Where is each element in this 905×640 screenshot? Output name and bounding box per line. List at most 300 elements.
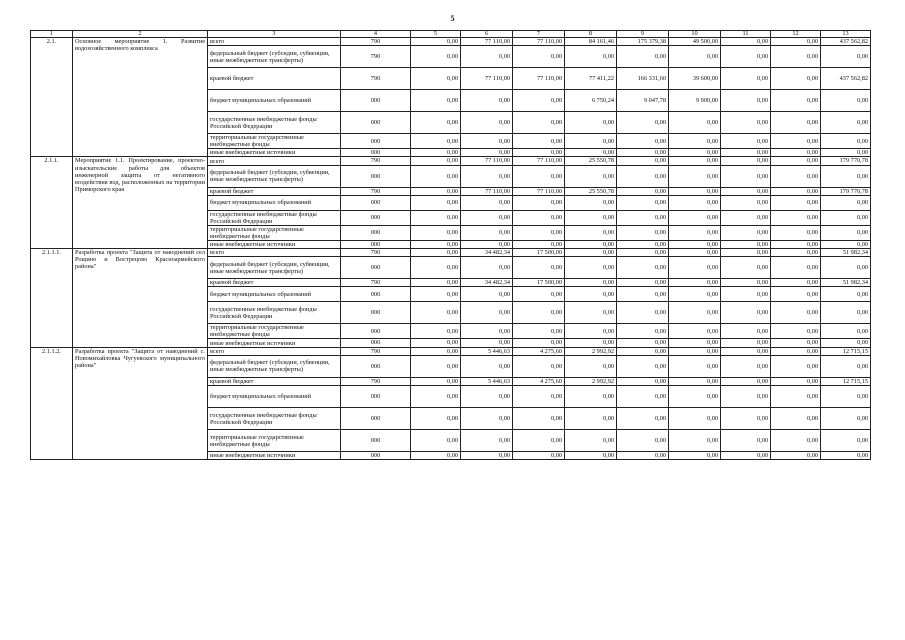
amount-cell: 0,00 — [461, 302, 513, 324]
amount-cell: 0,00 — [771, 287, 821, 302]
page-number: 5 — [450, 14, 455, 23]
budget-code: 790 — [341, 377, 411, 385]
amount-cell: 77 110,00 — [513, 68, 565, 90]
budget-code: 000 — [341, 452, 411, 460]
amount-cell: 0,00 — [617, 257, 669, 279]
amount-cell: 34 482,34 — [461, 249, 513, 257]
amount-cell: 0,00 — [411, 149, 461, 157]
funding-source: иные внебюджетные источники — [208, 452, 341, 460]
funding-source: территориальные государственные внебюджетные фонды — [208, 225, 341, 240]
amount-cell: 0,00 — [721, 430, 771, 452]
amount-cell: 0,00 — [771, 257, 821, 279]
amount-cell: 179 770,78 — [821, 187, 871, 195]
amount-cell: 25 550,78 — [565, 157, 617, 165]
budget-code: 000 — [341, 339, 411, 347]
funding-source: государственные внебюджетные фонды Российской Федерации — [208, 302, 341, 324]
amount-cell: 0,00 — [461, 112, 513, 134]
amount-cell: 0,00 — [411, 408, 461, 430]
amount-cell: 0,00 — [669, 46, 721, 68]
amount-cell: 0,00 — [771, 38, 821, 46]
funding-source: территориальные государственные внебюджетные фонды — [208, 134, 341, 149]
budget-code: 000 — [341, 210, 411, 225]
amount-cell: 0,00 — [617, 195, 669, 210]
amount-cell: 0,00 — [721, 225, 771, 240]
amount-cell: 0,00 — [411, 430, 461, 452]
amount-cell: 0,00 — [821, 408, 871, 430]
amount-cell: 0,00 — [821, 339, 871, 347]
amount-cell: 0,00 — [771, 377, 821, 385]
funding-source: территориальные государственные внебюджетные фонды — [208, 324, 341, 339]
column-number-4: 4 — [341, 31, 411, 38]
table-body — [31, 31, 871, 460]
amount-cell: 0,00 — [771, 157, 821, 165]
amount-cell: 0,00 — [669, 408, 721, 430]
amount-cell: 0,00 — [565, 430, 617, 452]
table-row — [31, 347, 871, 355]
amount-cell: 0,00 — [721, 187, 771, 195]
funding-source: государственные внебюджетные фонды Российской Федерации — [208, 408, 341, 430]
amount-cell: 0,00 — [617, 279, 669, 287]
column-number-12: 12 — [771, 31, 821, 38]
amount-cell: 9 900,00 — [669, 90, 721, 112]
amount-cell: 0,00 — [411, 257, 461, 279]
table-row — [31, 157, 871, 165]
amount-cell: 5 446,63 — [461, 347, 513, 355]
amount-cell: 0,00 — [411, 90, 461, 112]
amount-cell: 0,00 — [771, 134, 821, 149]
amount-cell: 0,00 — [721, 302, 771, 324]
amount-cell: 0,00 — [771, 339, 821, 347]
amount-cell: 0,00 — [669, 240, 721, 248]
amount-cell: 0,00 — [771, 149, 821, 157]
amount-cell: 0,00 — [721, 38, 771, 46]
amount-cell: 0,00 — [771, 452, 821, 460]
budget-code: 000 — [341, 149, 411, 157]
amount-cell: 179 770,78 — [821, 157, 871, 165]
budget-code: 790 — [341, 187, 411, 195]
amount-cell: 0,00 — [721, 240, 771, 248]
amount-cell: 0,00 — [721, 68, 771, 90]
amount-cell: 0,00 — [411, 210, 461, 225]
amount-cell: 77 411,22 — [565, 68, 617, 90]
amount-cell: 77 110,00 — [513, 157, 565, 165]
funding-source: государственные внебюджетные фонды Российской Федерации — [208, 210, 341, 225]
amount-cell: 0,00 — [411, 225, 461, 240]
amount-cell: 0,00 — [411, 386, 461, 408]
amount-cell: 0,00 — [461, 408, 513, 430]
amount-cell: 2 992,92 — [565, 377, 617, 385]
amount-cell: 12 715,15 — [821, 377, 871, 385]
amount-cell: 12 715,15 — [821, 347, 871, 355]
funding-source: федеральный бюджет (субсидии, субвенции, иные межбюджетные трансферты) — [208, 257, 341, 279]
amount-cell: 0,00 — [565, 240, 617, 248]
amount-cell: 77 110,00 — [513, 38, 565, 46]
amount-cell: 0,00 — [821, 240, 871, 248]
amount-cell: 9 047,78 — [617, 90, 669, 112]
amount-cell: 84 161,46 — [565, 38, 617, 46]
amount-cell: 0,00 — [669, 377, 721, 385]
amount-cell: 0,00 — [821, 430, 871, 452]
amount-cell: 0,00 — [513, 287, 565, 302]
column-number-2: 2 — [73, 31, 208, 38]
amount-cell: 0,00 — [821, 287, 871, 302]
amount-cell: 0,00 — [669, 355, 721, 377]
amount-cell: 0,00 — [565, 408, 617, 430]
budget-code: 000 — [341, 195, 411, 210]
amount-cell: 6 750,24 — [565, 90, 617, 112]
budget-code: 790 — [341, 68, 411, 90]
amount-cell: 0,00 — [771, 240, 821, 248]
amount-cell: 0,00 — [821, 302, 871, 324]
item-index: 2.1.1.2. — [31, 347, 73, 460]
amount-cell: 39 600,00 — [669, 68, 721, 90]
amount-cell: 0,00 — [411, 157, 461, 165]
amount-cell: 0,00 — [411, 279, 461, 287]
amount-cell: 0,00 — [669, 257, 721, 279]
amount-cell: 0,00 — [411, 452, 461, 460]
budget-code: 000 — [341, 134, 411, 149]
column-number-8: 8 — [565, 31, 617, 38]
amount-cell: 0,00 — [669, 279, 721, 287]
column-number-7: 7 — [513, 31, 565, 38]
amount-cell: 0,00 — [771, 210, 821, 225]
amount-cell: 0,00 — [461, 240, 513, 248]
amount-cell: 0,00 — [565, 386, 617, 408]
amount-cell: 0,00 — [669, 452, 721, 460]
amount-cell: 0,00 — [513, 355, 565, 377]
amount-cell: 0,00 — [565, 210, 617, 225]
amount-cell: 0,00 — [565, 134, 617, 149]
budget-code: 000 — [341, 355, 411, 377]
amount-cell: 0,00 — [617, 324, 669, 339]
amount-cell: 0,00 — [513, 149, 565, 157]
item-title: Разработка проекта "Защита от наводнений с. Новомихайловка Чугуевского муниципального района" — [73, 347, 208, 460]
amount-cell: 0,00 — [669, 225, 721, 240]
budget-code: 000 — [341, 386, 411, 408]
amount-cell: 437 562,82 — [821, 38, 871, 46]
amount-cell: 0,00 — [617, 112, 669, 134]
budget-code: 790 — [341, 249, 411, 257]
funding-source: всего — [208, 249, 341, 257]
amount-cell: 0,00 — [821, 355, 871, 377]
amount-cell: 0,00 — [821, 134, 871, 149]
table-row — [31, 249, 871, 257]
funding-source: федеральный бюджет (субсидии, субвенции, иные межбюджетные трансферты) — [208, 355, 341, 377]
amount-cell: 0,00 — [565, 225, 617, 240]
amount-cell: 0,00 — [513, 165, 565, 187]
amount-cell: 0,00 — [821, 210, 871, 225]
column-number-1: 1 — [31, 31, 73, 38]
amount-cell: 0,00 — [565, 339, 617, 347]
amount-cell: 0,00 — [565, 46, 617, 68]
amount-cell: 0,00 — [513, 112, 565, 134]
budget-code: 000 — [341, 240, 411, 248]
amount-cell: 0,00 — [617, 157, 669, 165]
amount-cell: 0,00 — [411, 165, 461, 187]
amount-cell: 0,00 — [721, 386, 771, 408]
amount-cell: 0,00 — [565, 279, 617, 287]
amount-cell: 0,00 — [411, 68, 461, 90]
amount-cell: 0,00 — [411, 377, 461, 385]
amount-cell: 0,00 — [411, 302, 461, 324]
column-number-3: 3 — [208, 31, 341, 38]
budget-code: 790 — [341, 38, 411, 46]
amount-cell: 0,00 — [617, 430, 669, 452]
amount-cell: 0,00 — [721, 90, 771, 112]
budget-code: 000 — [341, 165, 411, 187]
funding-source: краевой бюджет — [208, 68, 341, 90]
amount-cell: 0,00 — [461, 287, 513, 302]
amount-cell: 4 275,60 — [513, 347, 565, 355]
amount-cell: 51 982,34 — [821, 249, 871, 257]
amount-cell: 0,00 — [617, 386, 669, 408]
amount-cell: 0,00 — [617, 149, 669, 157]
amount-cell: 0,00 — [617, 240, 669, 248]
amount-cell: 0,00 — [565, 257, 617, 279]
budget-code: 000 — [341, 430, 411, 452]
amount-cell: 0,00 — [411, 240, 461, 248]
amount-cell: 0,00 — [513, 386, 565, 408]
amount-cell: 0,00 — [771, 46, 821, 68]
funding-source: бюджет муниципальных образований — [208, 195, 341, 210]
amount-cell: 0,00 — [771, 324, 821, 339]
funding-source: бюджет муниципальных образований — [208, 386, 341, 408]
amount-cell: 0,00 — [821, 452, 871, 460]
amount-cell: 49 500,00 — [669, 38, 721, 46]
amount-cell: 0,00 — [721, 195, 771, 210]
amount-cell: 0,00 — [461, 225, 513, 240]
amount-cell: 0,00 — [669, 134, 721, 149]
amount-cell: 0,00 — [513, 302, 565, 324]
amount-cell: 0,00 — [461, 324, 513, 339]
amount-cell: 0,00 — [617, 134, 669, 149]
budget-code: 000 — [341, 90, 411, 112]
amount-cell: 0,00 — [771, 408, 821, 430]
amount-cell: 0,00 — [771, 347, 821, 355]
amount-cell: 0,00 — [411, 187, 461, 195]
column-number-13: 13 — [821, 31, 871, 38]
amount-cell: 17 500,00 — [513, 279, 565, 287]
amount-cell: 0,00 — [669, 347, 721, 355]
amount-cell: 0,00 — [721, 46, 771, 68]
funding-source: всего — [208, 157, 341, 165]
amount-cell: 0,00 — [771, 225, 821, 240]
table-row — [31, 38, 871, 46]
funding-source: краевой бюджет — [208, 187, 341, 195]
amount-cell: 0,00 — [513, 134, 565, 149]
amount-cell: 0,00 — [513, 46, 565, 68]
amount-cell: 0,00 — [617, 377, 669, 385]
amount-cell: 25 550,78 — [565, 187, 617, 195]
column-number-6: 6 — [461, 31, 513, 38]
amount-cell: 0,00 — [771, 249, 821, 257]
amount-cell: 0,00 — [513, 324, 565, 339]
amount-cell: 0,00 — [617, 408, 669, 430]
amount-cell: 0,00 — [721, 339, 771, 347]
funding-source: краевой бюджет — [208, 279, 341, 287]
amount-cell: 0,00 — [411, 347, 461, 355]
funding-source: всего — [208, 347, 341, 355]
amount-cell: 0,00 — [617, 210, 669, 225]
amount-cell: 0,00 — [669, 210, 721, 225]
amount-cell: 0,00 — [411, 339, 461, 347]
budget-code: 000 — [341, 302, 411, 324]
amount-cell: 0,00 — [617, 355, 669, 377]
amount-cell: 0,00 — [565, 355, 617, 377]
item-index: 2.1.1.1. — [31, 249, 73, 348]
amount-cell: 0,00 — [461, 452, 513, 460]
column-number-9: 9 — [617, 31, 669, 38]
budget-table — [30, 30, 871, 460]
funding-source: бюджет муниципальных образований — [208, 287, 341, 302]
amount-cell: 0,00 — [461, 134, 513, 149]
amount-cell: 0,00 — [721, 165, 771, 187]
budget-code: 790 — [341, 157, 411, 165]
amount-cell: 0,00 — [721, 134, 771, 149]
amount-cell: 0,00 — [821, 225, 871, 240]
amount-cell: 0,00 — [821, 112, 871, 134]
amount-cell: 0,00 — [565, 112, 617, 134]
amount-cell: 0,00 — [821, 90, 871, 112]
amount-cell: 0,00 — [565, 249, 617, 257]
amount-cell: 0,00 — [669, 112, 721, 134]
amount-cell: 4 275,60 — [513, 377, 565, 385]
amount-cell: 437 562,82 — [821, 68, 871, 90]
amount-cell: 0,00 — [771, 430, 821, 452]
amount-cell: 0,00 — [461, 46, 513, 68]
amount-cell: 0,00 — [669, 430, 721, 452]
amount-cell: 0,00 — [513, 195, 565, 210]
amount-cell: 0,00 — [565, 195, 617, 210]
amount-cell: 0,00 — [461, 355, 513, 377]
amount-cell: 175 379,38 — [617, 38, 669, 46]
funding-source: всего — [208, 38, 341, 46]
amount-cell: 77 110,00 — [513, 187, 565, 195]
amount-cell: 0,00 — [669, 149, 721, 157]
amount-cell: 0,00 — [411, 287, 461, 302]
amount-cell: 0,00 — [669, 157, 721, 165]
amount-cell: 0,00 — [721, 347, 771, 355]
funding-source: федеральный бюджет (субсидии, субвенции, иные межбюджетные трансферты) — [208, 46, 341, 68]
amount-cell: 0,00 — [411, 134, 461, 149]
funding-source: федеральный бюджет (субсидии, субвенции, иные межбюджетные трансферты) — [208, 165, 341, 187]
amount-cell: 5 446,63 — [461, 377, 513, 385]
amount-cell: 0,00 — [565, 302, 617, 324]
amount-cell: 0,00 — [411, 249, 461, 257]
amount-cell: 0,00 — [513, 257, 565, 279]
budget-code: 000 — [341, 225, 411, 240]
amount-cell: 0,00 — [411, 38, 461, 46]
amount-cell: 0,00 — [617, 46, 669, 68]
column-number-11: 11 — [721, 31, 771, 38]
amount-cell: 0,00 — [617, 339, 669, 347]
amount-cell: 0,00 — [721, 112, 771, 134]
funding-source: краевой бюджет — [208, 377, 341, 385]
amount-cell: 0,00 — [721, 149, 771, 157]
amount-cell: 0,00 — [771, 302, 821, 324]
amount-cell: 77 110,00 — [461, 68, 513, 90]
amount-cell: 0,00 — [721, 355, 771, 377]
amount-cell: 0,00 — [461, 210, 513, 225]
amount-cell: 0,00 — [821, 149, 871, 157]
amount-cell: 0,00 — [513, 240, 565, 248]
funding-source: иные внебюджетные источники — [208, 339, 341, 347]
amount-cell: 0,00 — [617, 165, 669, 187]
amount-cell: 0,00 — [565, 287, 617, 302]
item-index: 2.1.1. — [31, 157, 73, 249]
budget-code: 790 — [341, 347, 411, 355]
amount-cell: 0,00 — [821, 386, 871, 408]
budget-code: 000 — [341, 287, 411, 302]
amount-cell: 17 500,00 — [513, 249, 565, 257]
amount-cell: 0,00 — [513, 210, 565, 225]
amount-cell: 0,00 — [821, 46, 871, 68]
amount-cell: 0,00 — [821, 257, 871, 279]
amount-cell: 0,00 — [461, 165, 513, 187]
amount-cell: 0,00 — [411, 195, 461, 210]
funding-source: иные внебюджетные источники — [208, 149, 341, 157]
amount-cell: 0,00 — [821, 195, 871, 210]
amount-cell: 0,00 — [771, 187, 821, 195]
amount-cell: 77 110,00 — [461, 157, 513, 165]
amount-cell: 0,00 — [721, 210, 771, 225]
amount-cell: 77 110,00 — [461, 38, 513, 46]
amount-cell: 0,00 — [617, 187, 669, 195]
amount-cell: 0,00 — [669, 324, 721, 339]
amount-cell: 0,00 — [617, 347, 669, 355]
funding-source: бюджет муниципальных образований — [208, 90, 341, 112]
amount-cell: 166 331,60 — [617, 68, 669, 90]
funding-source: территориальные государственные внебюджетные фонды — [208, 430, 341, 452]
amount-cell: 0,00 — [461, 257, 513, 279]
amount-cell: 0,00 — [771, 68, 821, 90]
budget-code: 000 — [341, 324, 411, 339]
amount-cell: 0,00 — [721, 287, 771, 302]
amount-cell: 0,00 — [617, 452, 669, 460]
amount-cell: 0,00 — [565, 149, 617, 157]
amount-cell: 0,00 — [771, 165, 821, 187]
amount-cell: 0,00 — [669, 287, 721, 302]
amount-cell: 0,00 — [461, 430, 513, 452]
amount-cell: 0,00 — [771, 386, 821, 408]
amount-cell: 0,00 — [461, 386, 513, 408]
amount-cell: 0,00 — [721, 279, 771, 287]
amount-cell: 0,00 — [565, 324, 617, 339]
funding-source: государственные внебюджетные фонды Российской Федерации — [208, 112, 341, 134]
amount-cell: 0,00 — [411, 46, 461, 68]
budget-code: 790 — [341, 279, 411, 287]
amount-cell: 0,00 — [721, 249, 771, 257]
amount-cell: 0,00 — [565, 165, 617, 187]
amount-cell: 0,00 — [771, 279, 821, 287]
amount-cell: 0,00 — [411, 112, 461, 134]
amount-cell: 0,00 — [411, 355, 461, 377]
column-number-10: 10 — [669, 31, 721, 38]
amount-cell: 0,00 — [617, 302, 669, 324]
funding-source: иные внебюджетные источники — [208, 240, 341, 248]
item-title: Разработка проекта "Защита от наводнений сел Рощино и Вострецово Красноармейского района" — [73, 249, 208, 348]
amount-cell: 0,00 — [617, 225, 669, 240]
amount-cell: 0,00 — [513, 452, 565, 460]
amount-cell: 0,00 — [617, 249, 669, 257]
amount-cell: 0,00 — [721, 377, 771, 385]
amount-cell: 0,00 — [821, 165, 871, 187]
amount-cell: 0,00 — [617, 287, 669, 302]
item-title: Мероприятие 1.1. Проектирование, проектно-изыскательские работы для объектов инженерной защиты от негативного воздействия вод, расположенных на территории Приморского края — [73, 157, 208, 249]
amount-cell: 0,00 — [669, 195, 721, 210]
amount-cell: 0,00 — [513, 408, 565, 430]
budget-code: 790 — [341, 46, 411, 68]
